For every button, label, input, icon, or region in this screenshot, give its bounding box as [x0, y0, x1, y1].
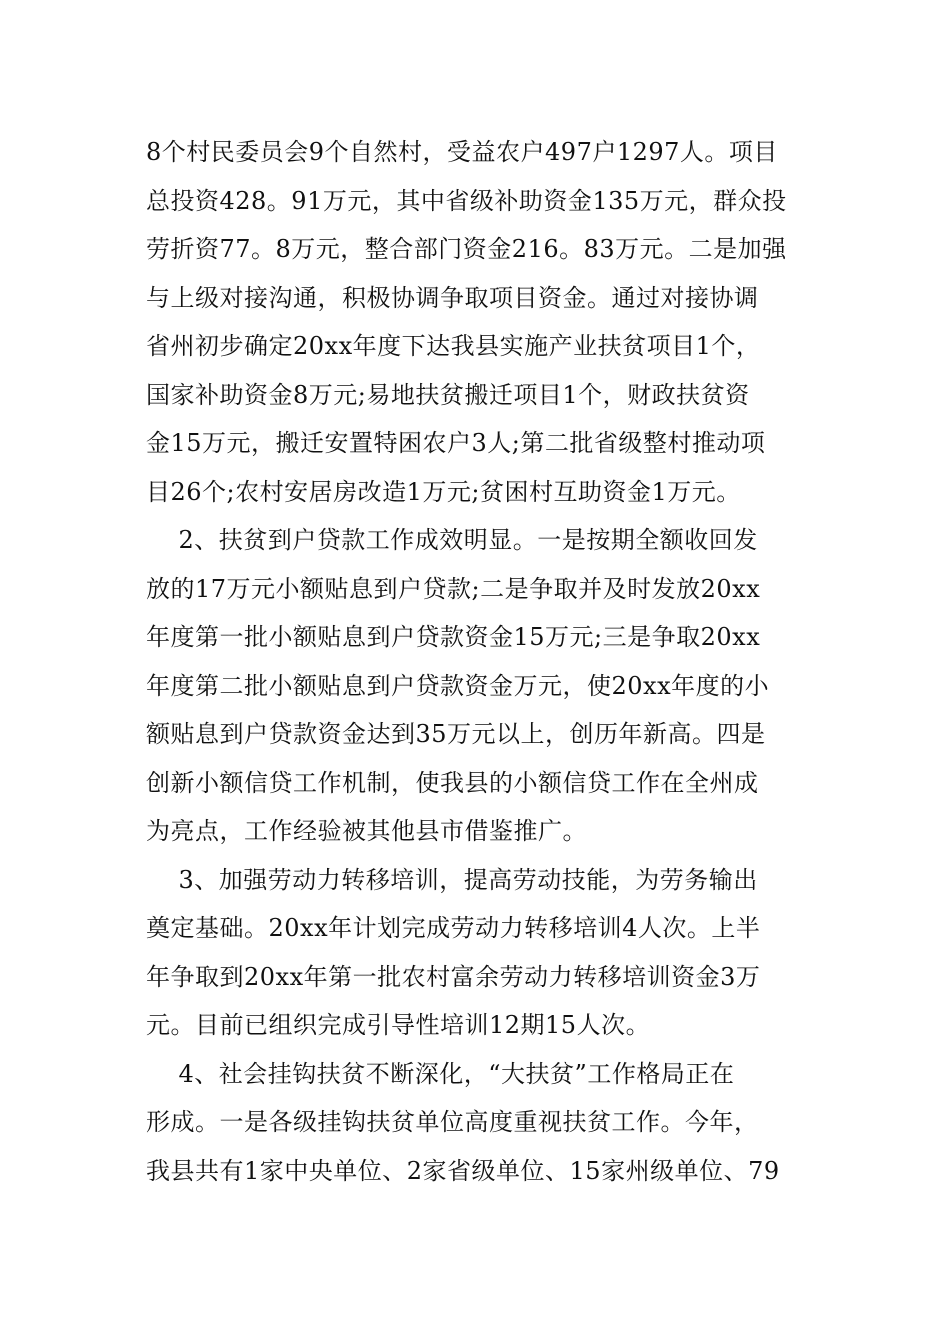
text-line: 年度第一批小额贴息到户贷款资金15万元;三是争取20xx: [146, 623, 761, 651]
text-line: 国家补助资金8万元;易地扶贫搬迁项目1个，财政扶贫资: [146, 380, 750, 409]
text-line: 为亮点，工作经验被其他县市借鉴推广。: [146, 817, 587, 845]
text-line: 2、扶贫到户贷款工作成效明显。一是按期全额收回发: [146, 526, 758, 554]
text-line: 金15万元，搬迁安置特困农户3人;第二批省级整村推动项: [146, 429, 766, 457]
text-line: 与上级对接沟通，积极协调争取项目资金。通过对接协调: [146, 283, 759, 312]
text-line: 额贴息到户贷款资金达到35万元以上，创历年新高。四是: [146, 720, 766, 748]
text-line: 目26个;农村安居房改造1万元;贫困村互助资金1万元。: [146, 477, 741, 506]
text-line: 创新小额信贷工作机制，使我县的小额信贷工作在全州成: [146, 768, 759, 797]
text-line: 3、加强劳动力转移培训，提高劳动技能，为劳务输出: [146, 865, 758, 894]
text-line: 省州初步确定20xx年度下达我县实施产业扶贫项目1个，: [146, 332, 761, 360]
text-line: 总投资428。91万元，其中省级补助资金135万元，群众投: [146, 186, 787, 215]
text-line: 年度第二批小额贴息到户贷款资金万元，使20xx年度的小: [146, 671, 770, 700]
text-line: 8个村民委员会9个自然村，受益农户497户1297人。项目: [146, 138, 778, 166]
document-body: [146, 128, 806, 1195]
text-line: 4、社会挂钩扶贫不断深化，“大扶贫”工作格局正在: [146, 1059, 735, 1088]
text-line: 奠定基础。20xx年计划完成劳动力转移培训4人次。上半: [146, 914, 761, 942]
text-line: 元。目前已组织完成引导性培训12期15人次。: [146, 1011, 651, 1039]
text-line: 形成。一是各级挂钩扶贫单位高度重视扶贫工作。今年，: [146, 1108, 759, 1136]
text-line: 年争取到20xx年第一批农村富余劳动力转移培训资金3万: [146, 962, 761, 991]
text-line: 劳折资77。8万元，整合部门资金216。83万元。二是加强: [146, 235, 787, 263]
text-line: 放的17万元小额贴息到户贷款;二是争取并及时发放20xx: [146, 574, 761, 603]
text-line: 我县共有1家中央单位、2家省级单位、15家州级单位、79: [146, 1156, 780, 1185]
